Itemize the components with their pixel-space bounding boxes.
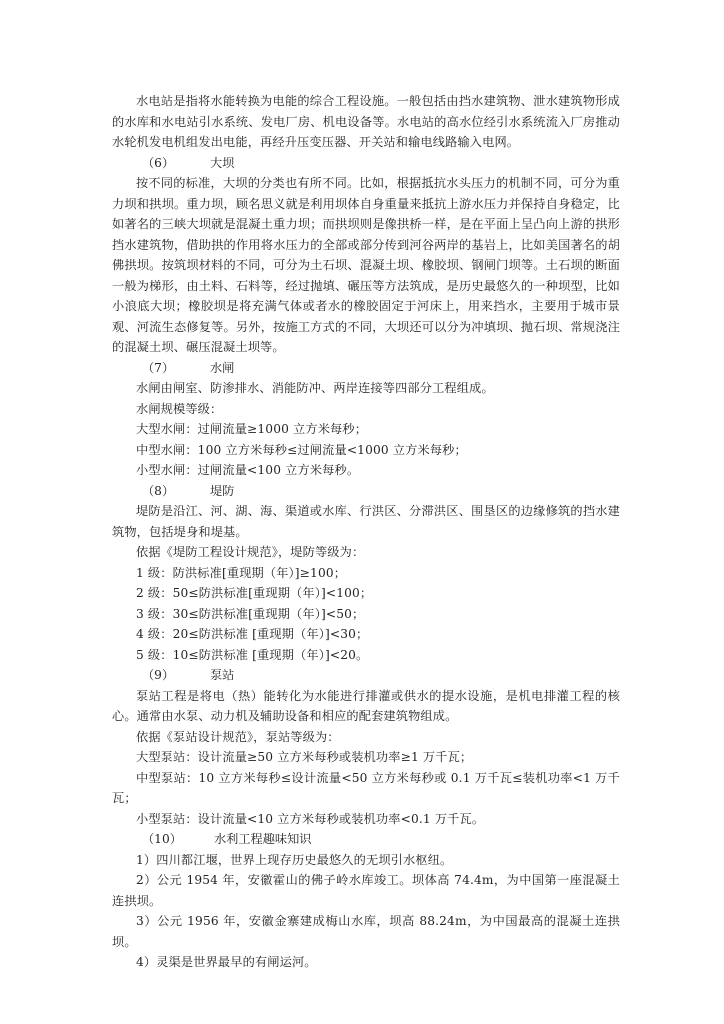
list-item-fact-3: 3）公元 1956 年，安徽金寨建成梅山水库，坝高 88.24m，为中国最高的混凝土连拱坝。 bbox=[112, 914, 620, 949]
list-item-fact-4: 4）灵渠是世界最早的有闸运河。 bbox=[136, 955, 317, 969]
paragraph-pump-station-definition: 泵站工程是将电（热）能转化为水能进行排灌或供水的提水设施，是机电排灌工程的核心。通常由水泵、动力机及辅助设备和相应的配套建筑物组成。 bbox=[112, 688, 620, 723]
section-heading-dam bbox=[112, 153, 620, 174]
list-item-fact-2: 2）公元 1954 年，安徽霍山的佛子岭水库竣工。坝体高 74.4m，为中国第一座混凝土连拱坝。 bbox=[112, 873, 620, 908]
list-item-pump-large: 大型泵站：设计流量≥50 立方米每秒或装机功率≥1 万千瓦； bbox=[136, 750, 473, 764]
list-item-sluice-small: 小型水闸：过闸流量<100 立方米每秒。 bbox=[136, 463, 360, 477]
section-title: 水闸 bbox=[210, 360, 235, 375]
paragraph-dam-types: 按不同的标准，大坝的分类也有所不同。比如，根据抵抗水头压力的机制不同，可分为重力坝和拱坝。重力坝，顾名思义就是利用坝体自身重量来抵抗上游水压力并保持自身稳定，比如著名的三峡大坝就是混凝土重力坝；而拱坝则是像拱桥一样，是在平面上呈凸向上游的拱形挡水建筑物，借助拱的作用将水压力的全部或部分传到河谷两岸的基岩上，比如美国著名的胡佛拱坝。按筑坝材料的不同，可分为土石坝、混凝土坝、橡胶坝、钢闸门坝等。土石坝的断面一般为梯形，由土料、石料等，经过抛填、碾压等方法筑成，是历史最悠久的一种坝型，比如小浪底大坝；橡胶坝是将充满气体或者水的橡胶固定于河床上，用来挡水，主要用于城市景观、河流生态修复等。另外，按施工方式的不同，大坝还可以分为冲填坝、抛石坝、常规浇注的混凝土坝、碾压混凝土坝等。 bbox=[112, 176, 620, 354]
section-number: （6） bbox=[142, 155, 175, 170]
list-item-levee-grade-4: 4 级：20≤防洪标准 [重现期（年）]<30； bbox=[136, 627, 369, 641]
section-title: 水利工程趣味知识 bbox=[214, 832, 312, 846]
section-heading-levee bbox=[112, 481, 620, 502]
paragraph-hydropower-intro: 水电站是指将水能转换为电能的综合工程设施。一般包括由挡水建筑物、泄水建筑物形成的水库和水电站引水系统、发电厂房、机电设备等。水电站的高水位经引水系统流入厂房推动水轮机发电机组发出电能，再经升压变压器、开关站和输电线路输入电网。 bbox=[112, 94, 620, 149]
list-item-levee-grade-3: 3 级：30≤防洪标准[重现期（年）]<50； bbox=[136, 606, 365, 621]
list-item-pump-medium: 中型泵站：10 立方米每秒≤设计流量<50 立方米每秒或 0.1 万千瓦≤装机功率<1 万千瓦； bbox=[112, 770, 620, 805]
list-item-levee-grade-5: 5 级：10≤防洪标准 [重现期（年）]<20。 bbox=[136, 647, 369, 662]
list-item-levee-grade-1: 1 级：防洪标准[重现期（年）]≥100； bbox=[136, 565, 347, 580]
section-title: 大坝 bbox=[210, 155, 235, 170]
section-number: （9） bbox=[142, 668, 175, 682]
section-number: （7） bbox=[142, 360, 175, 375]
document-page bbox=[112, 91, 620, 973]
section-number: （8） bbox=[142, 483, 175, 498]
list-item-levee-grade-2: 2 级：50≤防洪标准[重现期（年）]<100； bbox=[136, 586, 373, 600]
paragraph-levee-grades-intro: 依据《堤防工程设计规范》，堤防等级为： bbox=[136, 545, 365, 559]
paragraph-pump-grades-intro: 依据《泵站设计规范》，泵站等级为： bbox=[136, 729, 340, 744]
list-item-fact-1: 1）四川都江堰，世界上现存历史最悠久的无坝引水枢纽。 bbox=[136, 852, 453, 867]
list-item-sluice-large: 大型水闸：过闸流量≥1000 立方米每秒； bbox=[136, 422, 368, 436]
section-title: 堤防 bbox=[210, 483, 235, 498]
section-heading-pump-station bbox=[112, 665, 620, 686]
paragraph-sluice-grades-intro: 水闸规模等级： bbox=[136, 401, 223, 416]
paragraph-sluice-composition: 水闸由闸室、防渗排水、消能防冲、两岸连接等四部分工程组成。 bbox=[136, 381, 494, 395]
list-item-pump-small: 小型泵站：设计流量<10 立方米每秒或装机功率<0.1 万千瓦。 bbox=[136, 811, 485, 826]
list-item-sluice-medium: 中型水闸：100 立方米每秒≤过闸流量<1000 立方米每秒； bbox=[136, 442, 467, 457]
section-number: （10） bbox=[142, 832, 182, 846]
paragraph-levee-definition: 堤防是沿江、河、湖、海、渠道或水库、行洪区、分滞洪区、围垦区的边缘修筑的挡水建筑物，包括堤身和堤基。 bbox=[112, 504, 620, 539]
section-heading-fun-facts bbox=[112, 829, 620, 850]
section-title: 泵站 bbox=[210, 668, 235, 682]
section-heading-sluice bbox=[112, 358, 620, 379]
